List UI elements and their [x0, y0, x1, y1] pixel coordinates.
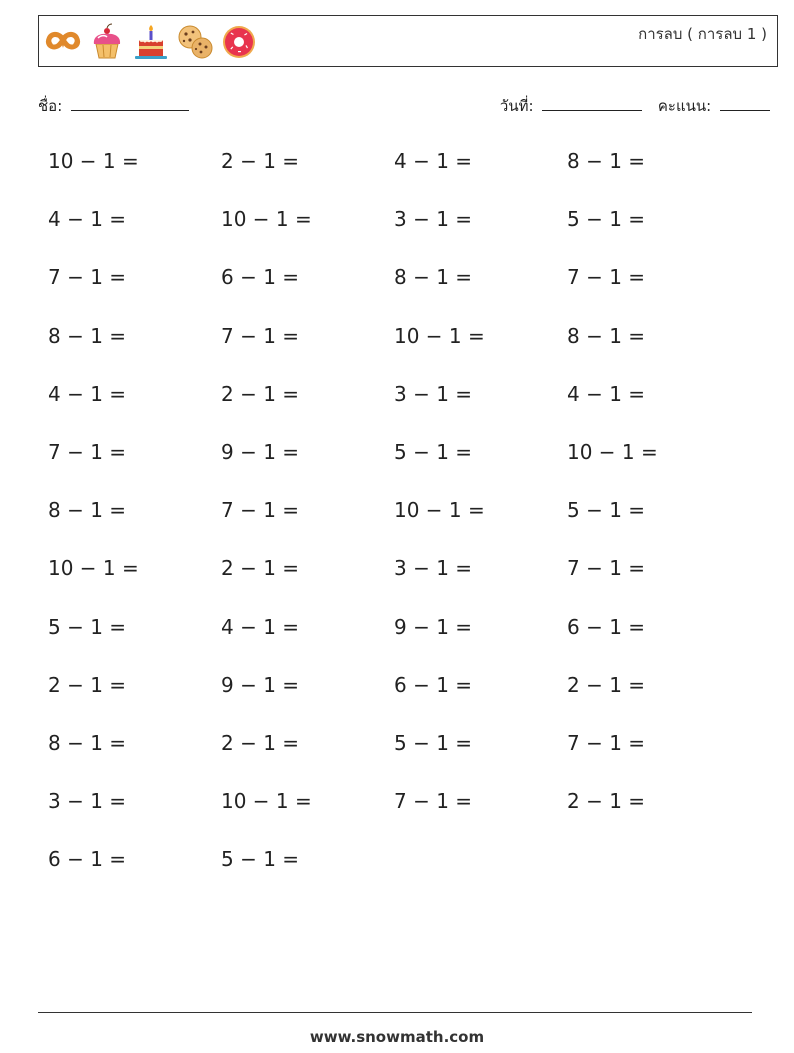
- problem-item: 7 − 1 =: [394, 789, 473, 814]
- problem-item: 7 − 1 =: [221, 498, 300, 523]
- problem-item: 6 − 1 =: [48, 847, 127, 872]
- cupcake-icon: [87, 22, 127, 62]
- problem-item: 7 − 1 =: [221, 323, 300, 348]
- problem-item: 3 − 1 =: [394, 556, 473, 581]
- cookies-icon: [175, 22, 215, 62]
- problem-item: 9 − 1 =: [221, 439, 300, 464]
- name-blank-line[interactable]: [71, 95, 189, 111]
- problem-item: 10 − 1 =: [221, 207, 312, 232]
- problem-item: 6 − 1 =: [567, 614, 646, 639]
- problem-item: 8 − 1 =: [567, 323, 646, 348]
- problem-item: 8 − 1 =: [567, 149, 646, 173]
- problem-item: 10 − 1 =: [221, 789, 312, 814]
- problem-item: 8 − 1 =: [48, 730, 127, 755]
- problem-item: 3 − 1 =: [394, 381, 473, 406]
- problem-item: 4 − 1 =: [221, 614, 300, 639]
- problem-item: 4 − 1 =: [394, 149, 473, 173]
- problem-item: 3 − 1 =: [48, 789, 127, 814]
- problem-item: 10 − 1 =: [394, 498, 485, 523]
- problem-item: 10 − 1 =: [567, 439, 658, 464]
- problem-item: 4 − 1 =: [567, 381, 646, 406]
- problem-item: 2 − 1 =: [567, 672, 646, 697]
- donut-icon: [219, 22, 259, 62]
- problem-item: 2 − 1 =: [221, 149, 300, 173]
- worksheet-header: [38, 15, 778, 67]
- problem-item: 7 − 1 =: [567, 730, 646, 755]
- problem-item: 8 − 1 =: [48, 323, 127, 348]
- problem-item: 2 − 1 =: [221, 730, 300, 755]
- problem-item: 7 − 1 =: [567, 556, 646, 581]
- problem-item: 7 − 1 =: [567, 265, 646, 290]
- date-score-fields: [500, 94, 770, 118]
- birthday-cake-icon: [131, 22, 171, 62]
- icon-strip: [43, 22, 259, 62]
- problem-item: 5 − 1 =: [394, 730, 473, 755]
- problem-item: 10 − 1 =: [48, 556, 139, 581]
- problem-item: 5 − 1 =: [394, 439, 473, 464]
- problem-item: 9 − 1 =: [221, 672, 300, 697]
- score-blank-line[interactable]: [720, 95, 770, 111]
- problem-item: 6 − 1 =: [221, 265, 300, 290]
- problem-item: 5 − 1 =: [48, 614, 127, 639]
- problem-item: 10 − 1 =: [394, 323, 485, 348]
- problem-grid: [48, 144, 748, 900]
- problem-item: 4 − 1 =: [48, 381, 127, 406]
- problem-item: 7 − 1 =: [48, 265, 127, 290]
- problem-item: 3 − 1 =: [394, 207, 473, 232]
- worksheet-title: การลบ ( การลบ 1 ): [638, 25, 767, 43]
- problem-item: 5 − 1 =: [567, 207, 646, 232]
- name-field: [38, 94, 189, 118]
- problem-item: 8 − 1 =: [394, 265, 473, 290]
- problem-item: 6 − 1 =: [394, 672, 473, 697]
- date-label: วันที่:: [499, 97, 534, 115]
- problem-item: 2 − 1 =: [567, 789, 646, 814]
- footer-url: www.snowmath.com: [309, 1028, 485, 1046]
- pretzel-icon: [43, 22, 83, 62]
- date-blank-line[interactable]: [542, 95, 642, 111]
- score-label: คะแนน:: [657, 97, 712, 115]
- problem-item: 10 − 1 =: [48, 149, 139, 173]
- problem-item: 8 − 1 =: [48, 498, 127, 523]
- problem-item: 7 − 1 =: [48, 439, 127, 464]
- problem-item: 5 − 1 =: [221, 847, 300, 872]
- problem-item: 2 − 1 =: [48, 672, 127, 697]
- name-label: ชื่อ:: [38, 97, 63, 115]
- problem-item: 2 − 1 =: [221, 381, 300, 406]
- problem-item: 5 − 1 =: [567, 498, 646, 523]
- footer-divider: [38, 1012, 752, 1013]
- problem-item: 9 − 1 =: [394, 614, 473, 639]
- problem-item: 4 − 1 =: [48, 207, 127, 232]
- problem-item: 2 − 1 =: [221, 556, 300, 581]
